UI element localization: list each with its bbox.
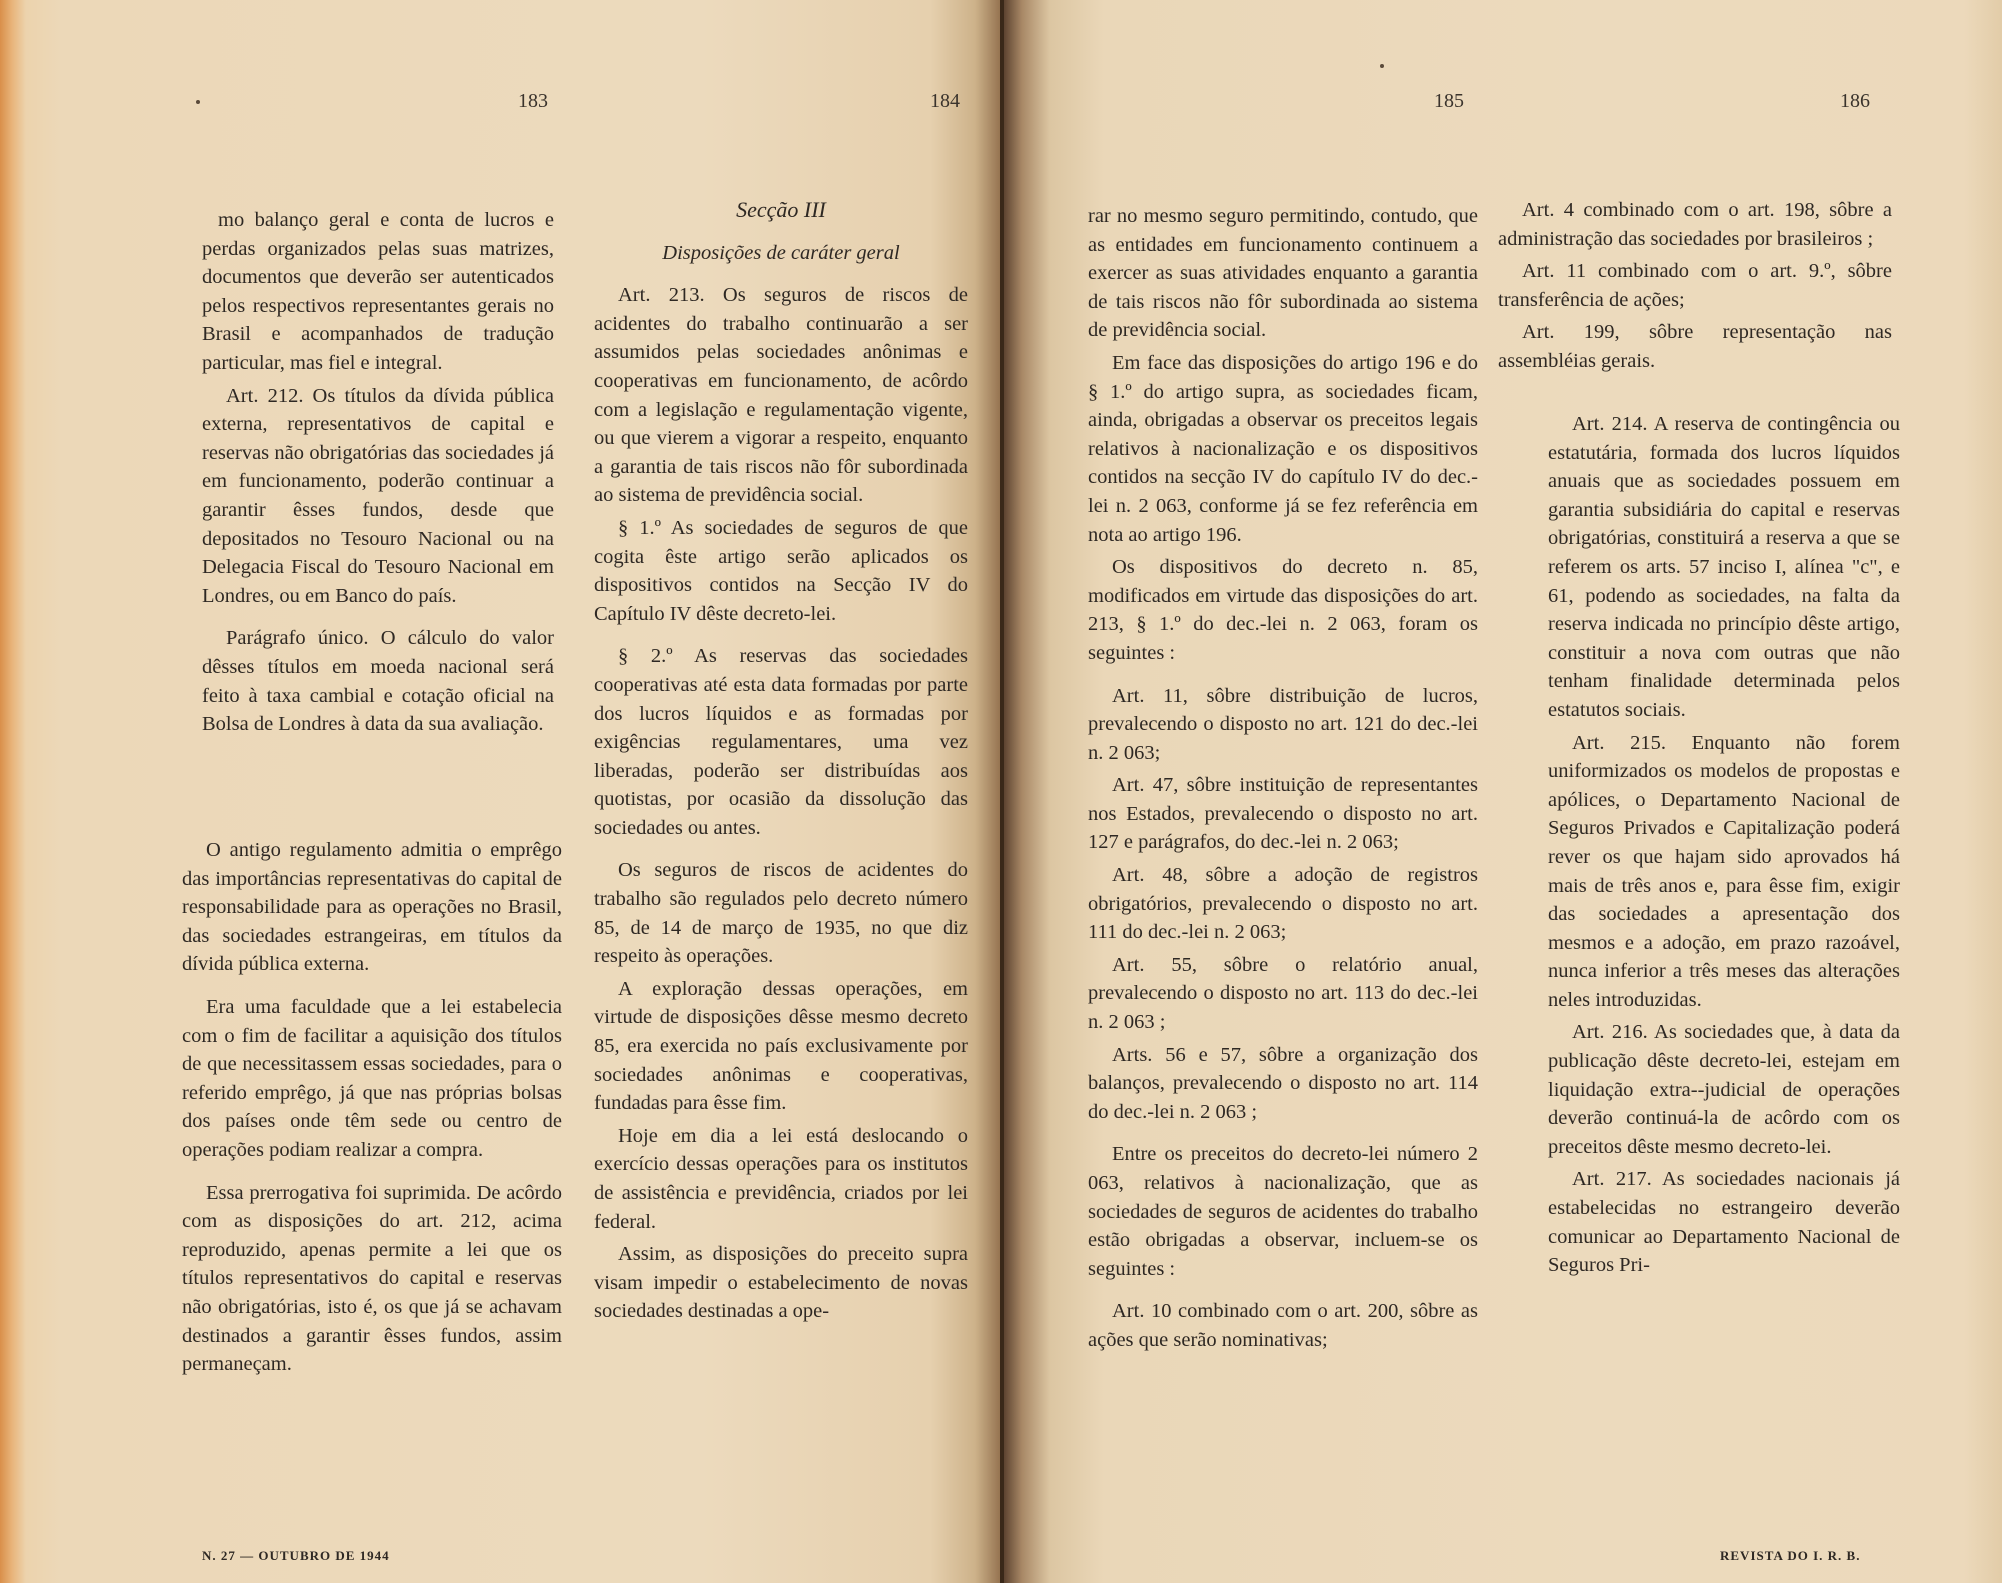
right-page <box>1004 0 2002 1583</box>
paragraph: Assim, as disposições do preceito supra visam impedir o estabelecimento de novas sociedades destinadas a ope- <box>594 1243 968 1323</box>
paragraph: Os dispositivos do decreto n. 85, modificados em virtude das disposições do art. 213, § 1.º do dec.-lei n. 2 063, foram os seguintes : <box>1088 556 1478 664</box>
column-page-183-lower <box>182 836 562 1383</box>
paragraph: A exploração dessas operações, em virtude de disposições dêsse mesmo decreto 85, era exercida no país exclusivamente por sociedades anônimas e cooperativas, fundadas para êsse fim. <box>594 977 968 1115</box>
paragraph: O antigo regulamento admitia o emprêgo das importâncias representativas do capital de responsabilidade para as operações no Brasil, das sociedades estrangeiras, em títulos da dívida pública externa. <box>182 839 562 976</box>
footer-issue: N. 27 — OUTUBRO DE 1944 <box>202 1548 390 1563</box>
column-page-185 <box>1088 202 1478 1359</box>
paragraph: § 2.º As reservas das sociedades cooperativas até esta data formadas por parte dos lucros líquidos e as formadas por exigências regulamentares, uma vez liberadas, poderão ser distribuídas aos quotistas, por ocasião da dissolução das sociedades ou antes. <box>594 645 968 839</box>
paragraph: Essa prerrogativa foi suprimida. De acôrdo com as disposições do art. 212, acima reproduzido, apenas permite a lei que os títulos representativos do capital e reservas não obrigatórias, isto é, os que já se achavam destinados a garantir êsses fundos, assim permaneçam. <box>182 1181 562 1376</box>
section-subtitle: Disposições de caráter geral <box>662 241 900 264</box>
paragraph: Art. 199, sôbre representação nas assembléias gerais. <box>1498 321 1892 372</box>
paragraph: mo balanço geral e conta de lucros e perdas organizados pelas suas matrizes, documentos que deverão ser autenticados pelos respectivos representantes gerais no Brasil e acompanhados de tradução particular, mas fiel e integral. <box>202 209 554 374</box>
margin-dot <box>196 100 200 104</box>
section-title: Secção III <box>736 197 826 222</box>
column-page-186-lower <box>1548 410 1900 1284</box>
paragraph: Art. 212. Os títulos da dívida pública externa, representativos de capital e reservas não obrigatórias das sociedades já em funcionamento, poderão continuar a garantir êsses fundos, desde que depositados no Tesouro Nacional ou na Delegacia Fiscal do Tesouro Nacional em Londres, ou em Banco do país. <box>202 384 554 607</box>
paragraph: Art. 214. A reserva de contingência ou estatutária, formada dos lucros líquidos anuais que as sociedades possuem em garantia subsidiária do capital e reservas obrigatórias, constituirá a reserva a que se referem os arts. 57 inciso I, alínea "c", e 61, podendo as sociedades, na falta da reserva indicada no princípio dêste artigo, constituir a nova com outras que não tenham finalidade determinada pelos estatutos sociais. <box>1548 413 1900 721</box>
paragraph: Art. 47, sôbre instituição de representantes nos Estados, prevalecendo o disposto no art. 127 e parágrafos, do dec.-lei n. 2 063; <box>1088 774 1478 854</box>
paragraph: Parágrafo único. O cálculo do valor dêsses títulos em moeda nacional será feito à taxa cambial e cotação oficial na Bolsa de Londres à data da sua avaliação. <box>202 627 554 736</box>
column-page-184 <box>594 196 968 1330</box>
paragraph: Art. 215. Enquanto não forem uniformizados os modelos de propostas e apólices, o Departamento Nacional de Seguros Privados e Capitalização poderá rever os que hajam sido aprovados há mais de três anos e, para êsse fim, exigir das sociedades a apresentação dos mesmos e a adoção, em prazo razoável, nunca inferior a três meses das alterações neles introduzidas. <box>1548 731 1900 1011</box>
paragraph: § 1.º As sociedades de seguros de que cogita êste artigo serão aplicados os dispositivos contidos na Secção IV do Capítulo IV dêste decreto-lei. <box>594 516 968 625</box>
page-number-185: 185 <box>1434 90 1464 112</box>
page-number-186: 186 <box>1840 90 1870 112</box>
paragraph: rar no mesmo seguro permitindo, contudo, que as entidades em funcionamento continuem a exercer as suas atividades enquanto a garantia de tais riscos não fôr subordinada ao sistema de previdência social. <box>1088 205 1478 342</box>
paragraph: Art. 11 combinado com o art. 9.º, sôbre transferência de ações; <box>1498 260 1892 311</box>
paragraph: Art. 216. As sociedades que, à data da publicação dêste decreto-lei, estejam em liquidação extra--judicial de operações deverão continuá-la de acôrdo com os preceitos dêste mesmo decreto-lei. <box>1548 1021 1900 1158</box>
paragraph: Art. 11, sôbre distribuição de lucros, prevalecendo o disposto no art. 121 do dec.-lei n. 2 063; <box>1088 684 1478 764</box>
margin-dot <box>1380 64 1384 68</box>
paragraph: Art. 48, sôbre a adoção de registros obrigatórios, prevalecendo o disposto no art. 111 do dec.-lei n. 2 063; <box>1088 864 1478 944</box>
column-page-183 <box>202 206 554 743</box>
paragraph: Art. 55, sôbre o relatório anual, prevalecendo o disposto no art. 113 do dec.-lei n. 2 063 ; <box>1088 953 1478 1034</box>
paragraph: Os seguros de riscos de acidentes do trabalho são regulados pelo decreto número 85, de 14 de março de 1935, no que diz respeito às operações. <box>594 859 968 968</box>
paragraph: Arts. 56 e 57, sôbre a organização dos balanços, prevalecendo o disposto no art. 114 do dec.-lei n. 2 063 ; <box>1088 1043 1478 1123</box>
paragraph: Art. 217. As sociedades nacionais já estabelecidas no estrangeiro deverão comunicar ao Departamento Nacional de Seguros Pri- <box>1548 1168 1900 1277</box>
column-page-186 <box>1498 196 1892 380</box>
paragraph: Art. 213. Os seguros de riscos de acidentes do trabalho continuarão a ser assumidos pelas sociedades anônimas e cooperativas em funcionamento, de acôrdo com a legislação e regulamentação vigente, ou que vierem a vigorar a respeito, enquanto a garantia de tais riscos não fôr subordinada ao sistema de previdência social. <box>594 284 968 507</box>
paragraph: Art. 4 combinado com o art. 198, sôbre a administração das sociedades por brasileiros ; <box>1498 199 1892 250</box>
page-number-183: 183 <box>518 90 548 112</box>
paragraph: Era uma faculdade que a lei estabelecia com o fim de facilitar a aquisição dos títulos de que necessitassem essas sociedades, para o referido emprêgo, já que nas próprias bolsas dos países onde têm sede ou centro de operações podiam realizar a compra. <box>182 995 562 1161</box>
paragraph: Art. 10 combinado com o art. 200, sôbre as ações que serão nominativas; <box>1088 1300 1478 1351</box>
footer-journal: REVISTA DO I. R. B. <box>1720 1548 1861 1563</box>
paragraph: Entre os preceitos do decreto-lei número 2 063, relativos à nacionalização, que as sociedades de seguros de acidentes do trabalho estão obrigadas a observar, incluem-se os seguintes : <box>1088 1143 1478 1280</box>
paragraph: Em face das disposições do artigo 196 e do § 1.º do artigo supra, as sociedades ficam, ainda, obrigadas a observar os preceitos legais relativos à nacionalização e os dispositivos contidos na secção IV do capítulo IV do dec.-lei n. 2 063, conforme já se fez referência em nota ao artigo 196. <box>1088 351 1478 546</box>
paragraph: Hoje em dia a lei está deslocando o exercício dessas operações para os institutos de assistência e previdência, criados por lei federal. <box>594 1124 968 1233</box>
page-number-184: 184 <box>930 90 960 112</box>
